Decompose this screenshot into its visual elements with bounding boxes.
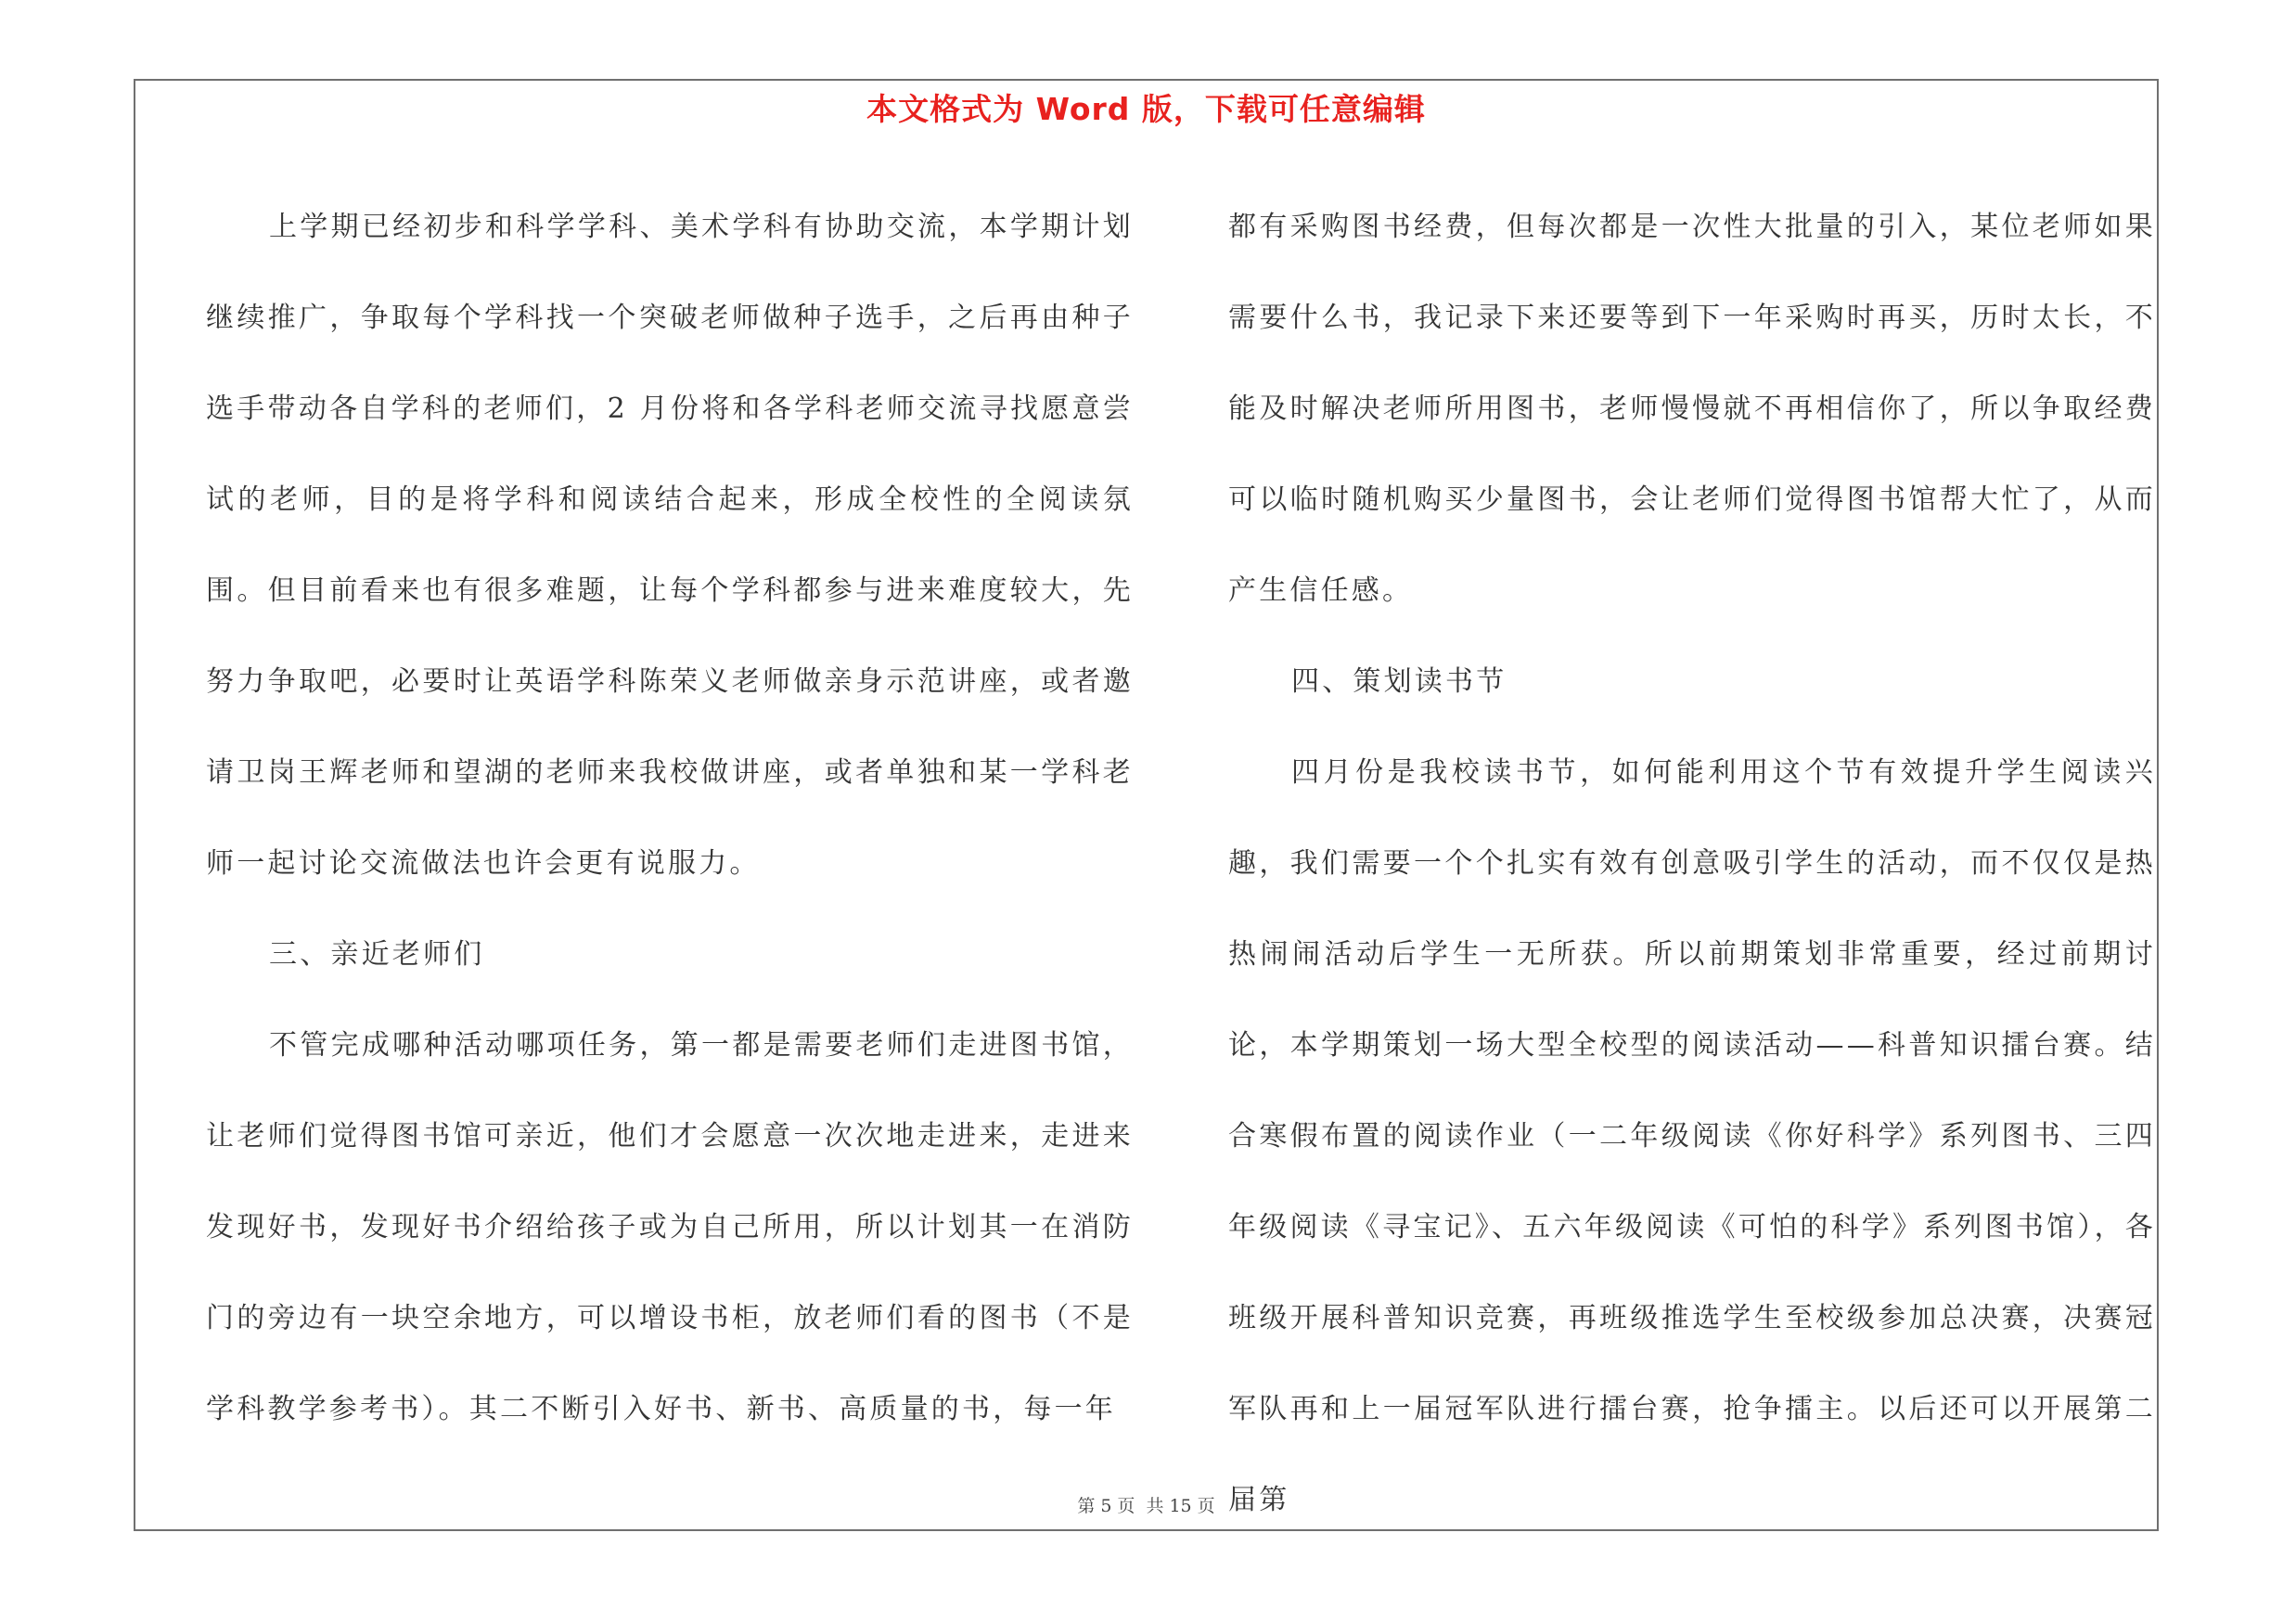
right-column	[1228, 182, 2156, 1546]
section-heading-reading-festival: 四、策划读书节	[1291, 665, 1507, 698]
paragraph-book-funding: 都有采购图书经费，但每次都是一次性大批量的引入，某位老师如果需要什么书，我记录下来还要等到下一年采购时再买，历时太长，不能及时解决老师所用图书，老师慢慢就不再相信你了，所以争取经费可以临时随机购买少量图书，会让老师们觉得图书馆帮大忙了，从而产生信任感。	[1228, 211, 2156, 607]
paragraph-teachers: 不管完成哪种活动哪项任务，第一都是需要老师们走进图书馆，让老师们觉得图书馆可亲近，他们才会愿意一次次地走进来，走进来发现好书，发现好书介绍给孩子或为自己所用，所以计划其一在消防门的旁边有一块空余地方，可以增设书柜，放老师们看的图书（不是学科教学参考书）。其二不断引入好书、新书、高质量的书，每一年	[206, 1029, 1134, 1425]
footer-page-number: 5	[1100, 1496, 1112, 1516]
section-heading-teachers: 三、亲近老师们	[269, 938, 485, 971]
footer-prefix: 第	[1077, 1496, 1096, 1516]
page-footer	[134, 1492, 2159, 1520]
footer-suffix: 页	[1197, 1496, 1215, 1516]
format-banner: 本文格式为 Word 版，下载可任意编辑	[866, 91, 1426, 127]
footer-mid: 页 共	[1117, 1496, 1164, 1516]
paragraph-reading-festival: 四月份是我校读书节，如何能利用这个节有效提升学生阅读兴趣，我们需要一个个扎实有效有创意吸引学生的活动，而不仅仅是热热闹闹活动后学生一无所获。所以前期策划非常重要，经过前期讨论，本学期策划一场大型全校型的阅读活动——科普知识擂台赛。结合寒假布置的阅读作业（一二年级阅读《你好科学》系列图书、三四年级阅读《寻宝记》、五六年级阅读《可怕的科学》系列图书馆），各班级开展科普知识竞赛，再班级推选学生至校级参加总决赛，决赛冠军队再和上一届冠军队进行擂台赛，抢争擂主。以后还可以开展第二届第	[1228, 756, 2156, 1516]
left-column	[206, 182, 1134, 1455]
paragraph-interdisciplinary: 上学期已经初步和科学学科、美术学科有协助交流，本学期计划继续推广，争取每个学科找一个突破老师做种子选手，之后再由种子选手带动各自学科的老师们，2 月份将和各学科老师交流寻找愿意尝试的老师，目的是将学科和阅读结合起来，形成全校性的全阅读氛围。但目前看来也有很多难题，让每个学科都参与进来难度较大，先努力争取吧，必要时让英语学科陈荣义老师做亲身示范讲座，或者邀请卫岗王辉老师和望湖的老师来我校做讲座，或者单独和某一学科老师一起讨论交流做法也许会更有说服力。	[206, 211, 1134, 880]
footer-page-total: 15	[1169, 1496, 1192, 1516]
